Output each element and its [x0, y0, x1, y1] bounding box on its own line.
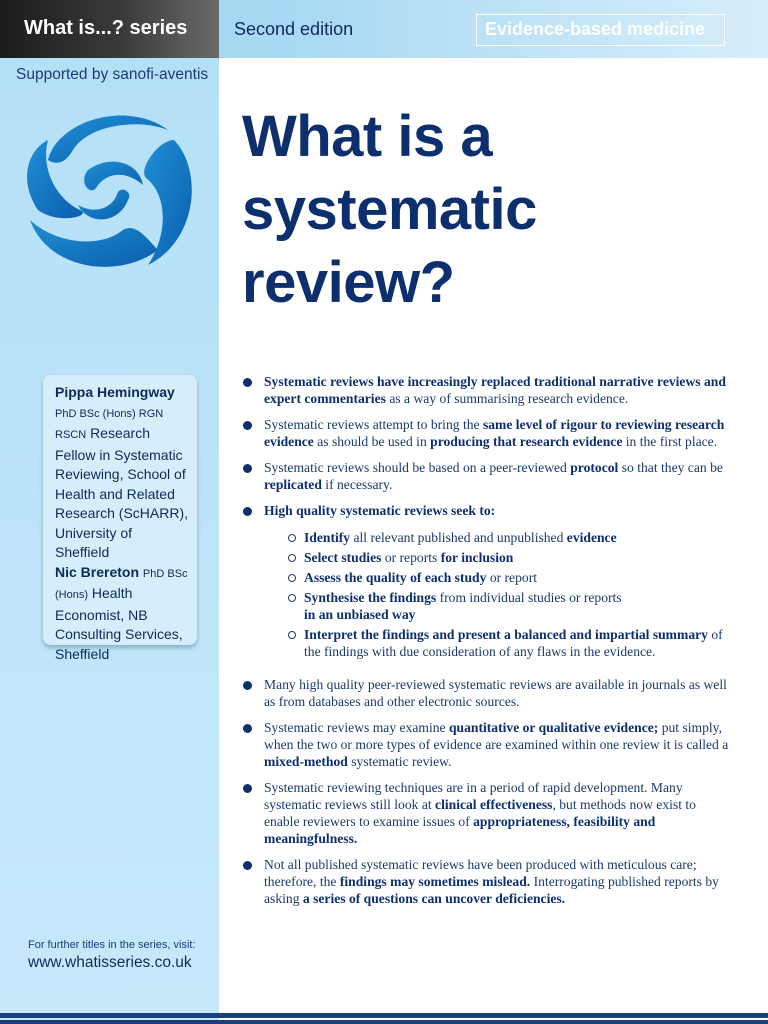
author-quals: PhD BSc (Hons) RGN — [55, 407, 164, 420]
sub-list-item: Identify all relevant published and unpublished evidence — [288, 529, 733, 546]
author-name: Pippa Hemingway — [55, 384, 175, 400]
author-name: Nic Brereton — [55, 563, 140, 580]
author-card — [43, 375, 197, 662]
swirl-logo-icon — [18, 100, 204, 275]
list-item: Systematic reviews have increasingly replaced traditional narrative reviews and expert commentaries as a way of summarising research evidence. — [243, 373, 733, 407]
sub-list-item: Synthesise the findings from individual studies or reports in an unbiased way — [288, 589, 733, 623]
author-role: Research Fellow in Systematic Reviewing, School of Health and Related Research (ScHARR), University of Sheffield — [55, 425, 189, 560]
list-item: Systematic reviews should be based on a peer-reviewed protocol so that they can be replicated if necessary. — [243, 459, 733, 493]
sub-list-item: Interpret the findings and present a balanced and impartial summary of the findings with due consideration of any flaws in the evidence. — [288, 626, 733, 660]
header-band — [0, 0, 768, 58]
series-label: What is...? series — [0, 0, 219, 58]
author-quals: PhD BSc — [142, 567, 188, 580]
list-item: Systematic reviews attempt to bring the same level of rigour to reviewing research evidence as should be used in producing that research evidence in the first place. — [243, 416, 733, 450]
list-item: Systematic reviewing techniques are in a period of rapid development. Many systematic reviews still look at clinical effectiveness, but methods now exist to enable reviewers to examine issues of appropriateness, feasibility and meaningfulness. — [243, 779, 733, 847]
author-quals: (Hons) — [55, 589, 89, 601]
sponsor-line: Supported by sanofi-aventis — [16, 66, 209, 83]
list-item: Not all published systematic reviews have been produced with meticulous care; therefore, the findings may sometimes mislead. Interrogating published reports by asking a series of questions can uncover deficiencies. — [243, 856, 733, 907]
list-item: Systematic reviews may examine quantitative or qualitative evidence; put simply, when the two or more types of evidence are examined within one review it is called a mixed-method systematic review. — [243, 719, 733, 770]
author-quals: RSCN — [55, 429, 87, 441]
key-points-list — [243, 373, 733, 907]
sub-list — [288, 529, 733, 660]
website-link[interactable]: www.whatisseries.co.uk — [28, 954, 192, 971]
sub-list-item: Select studies or reports for inclusion — [288, 549, 733, 566]
category-label: Evidence-based medicine — [476, 14, 725, 46]
author-role: Health Economist, NB Consulting Services, Sheffield — [55, 585, 183, 662]
further-titles-text: For further titles in the series, visit: — [28, 939, 196, 951]
footer-rule — [0, 1020, 768, 1024]
list-item: Many high quality peer-reviewed systematic reviews are available in journals as well as from databases and other electronic sources. — [243, 676, 733, 710]
list-item: High quality systematic reviews seek to: Identify all relevant published and unpublished evidence Select studies or reports for inclusion Assess the quality of each study or report Synthesise the findings from individual studies or reports in an unbiased way Interpret the findings and present a balanced and impartial summary of the findings with due consideration of any flaws in the evidence. — [243, 502, 733, 660]
page-title: What is a systematic review? — [242, 104, 537, 315]
edition-label: Second edition — [234, 19, 354, 39]
sub-list-item: Assess the quality of each study or report — [288, 569, 733, 586]
footer-rule — [0, 1013, 768, 1018]
